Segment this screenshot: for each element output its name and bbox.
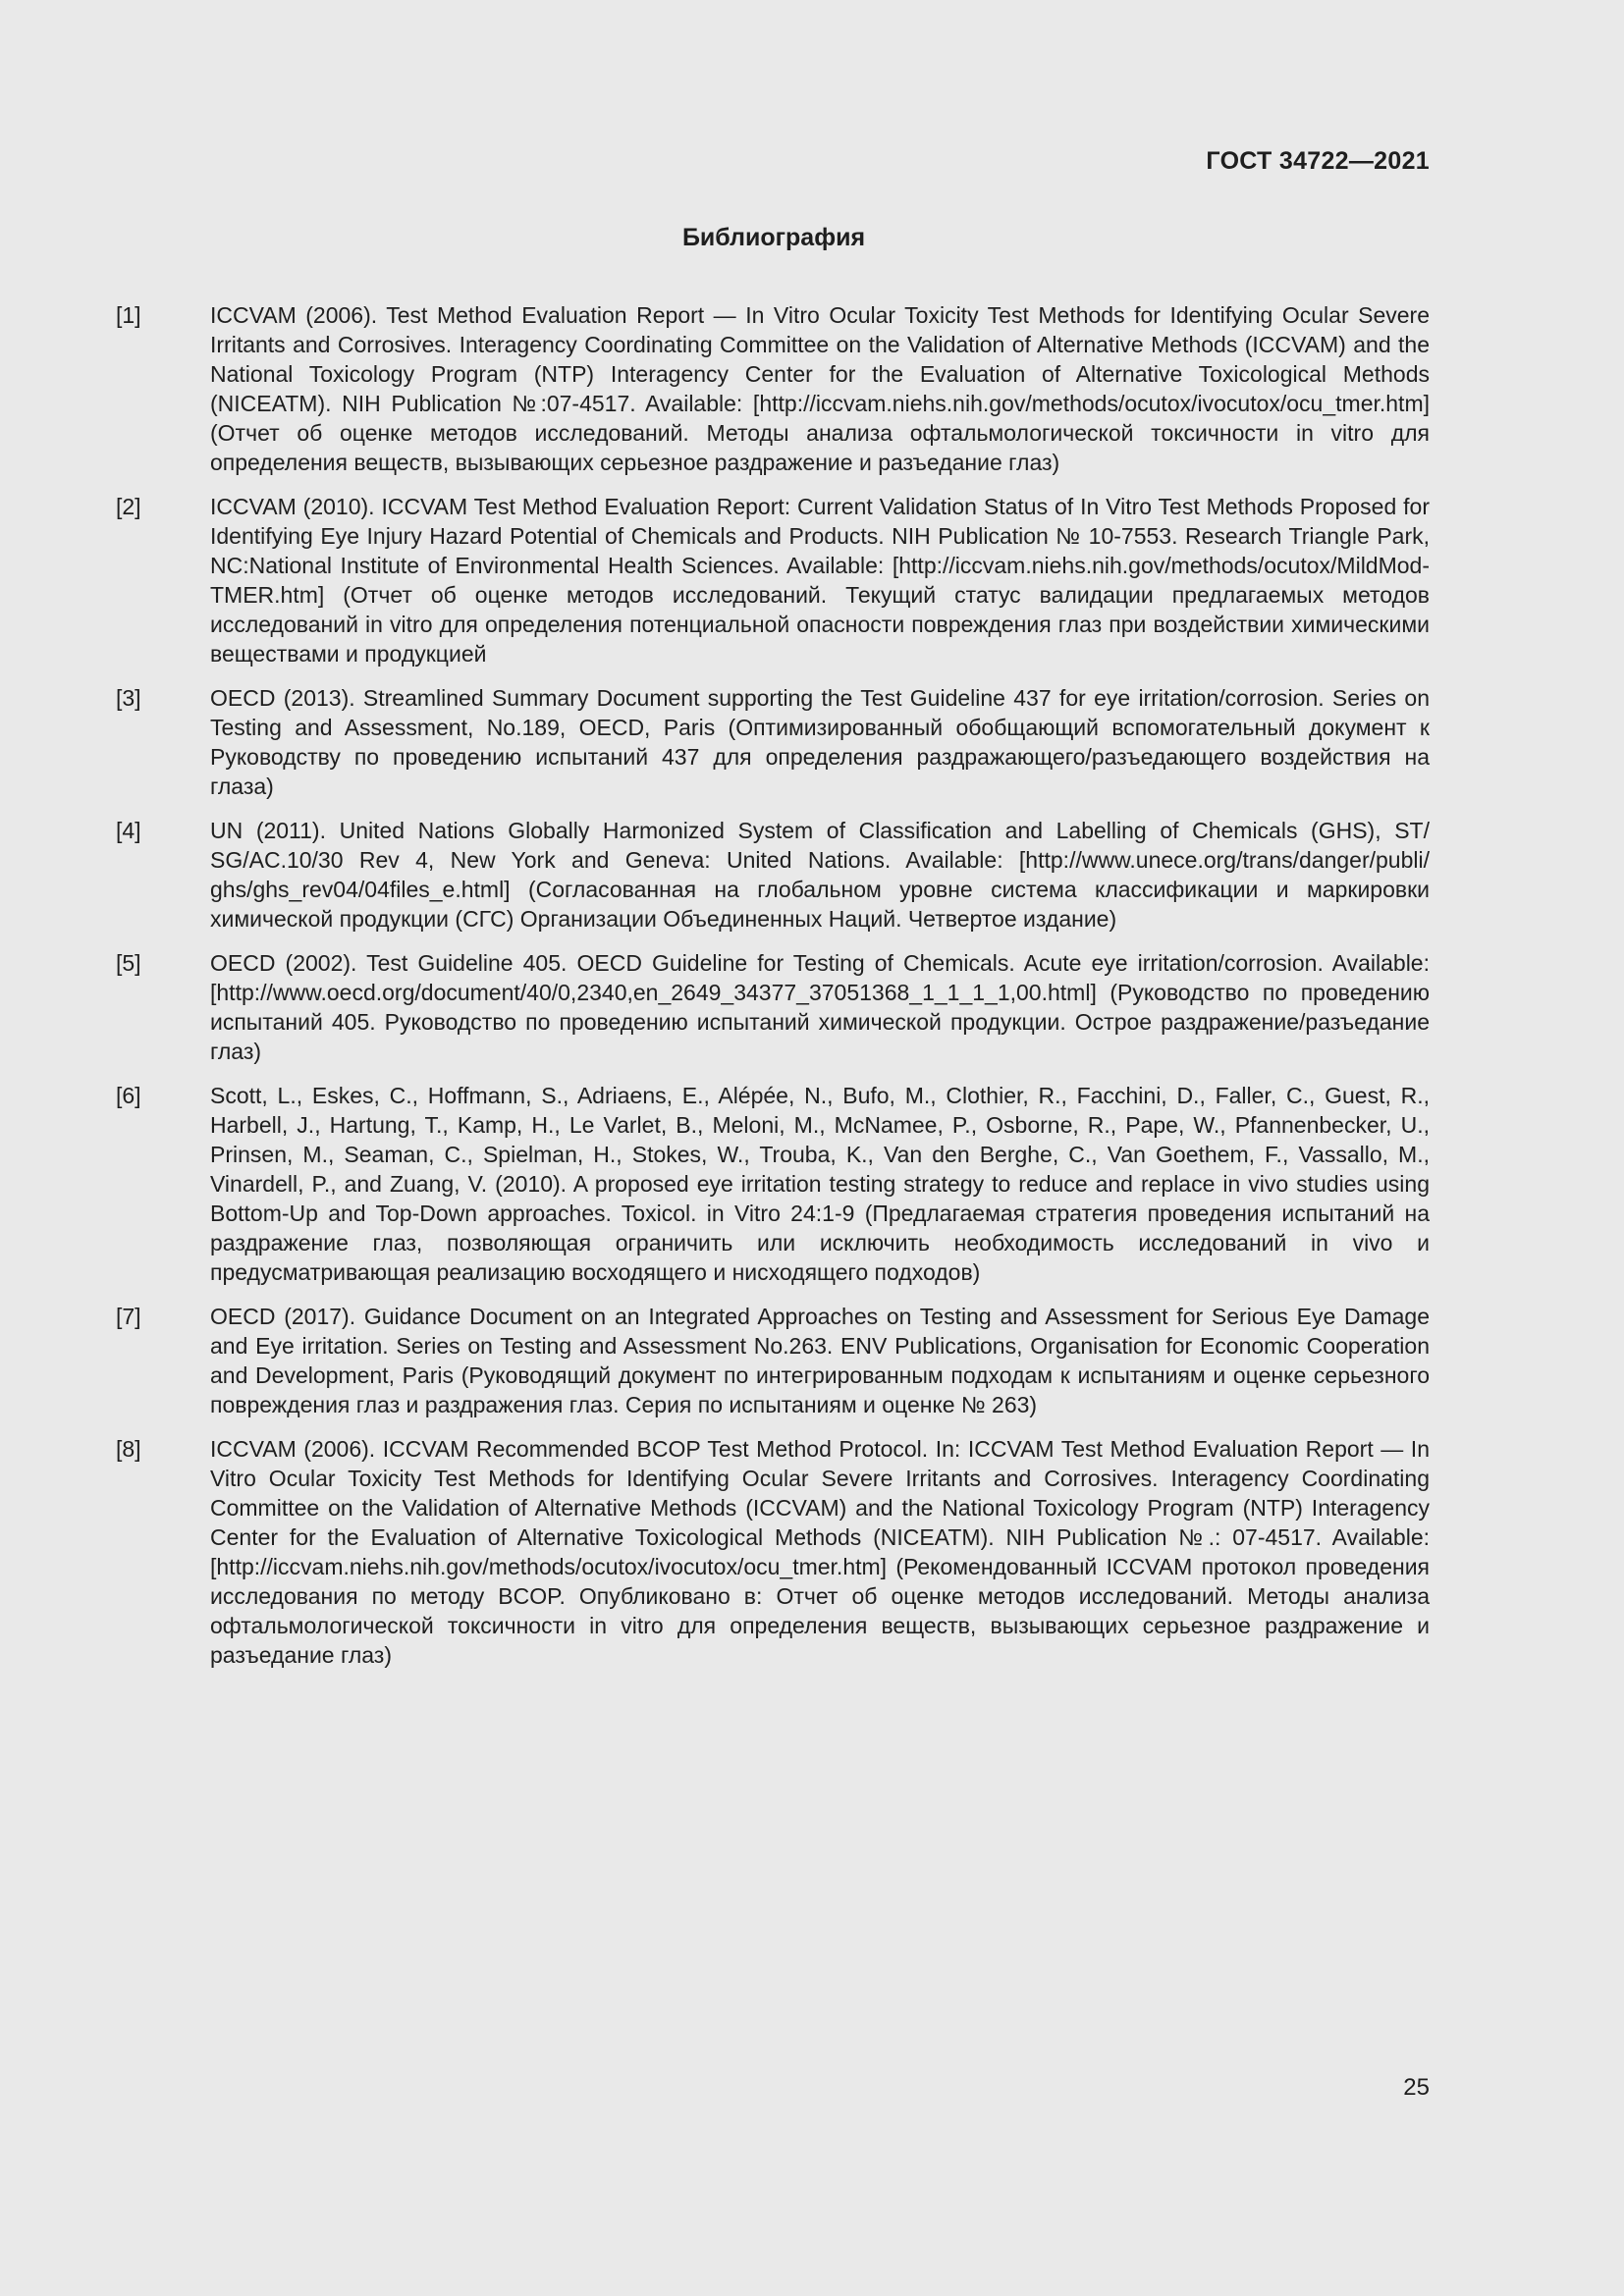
bibliography-entry [116,1302,1430,1419]
bibliography-entry [116,683,1430,801]
reference-text: ICCVAM (2006). ICCVAM Recommended BCOP Test Method Protocol. In: ICCVAM Test Method Evaluation Report — In Vitro Ocular Toxicity Test Methods for Identifying Ocular Severe Irritants and Corrosives. Interagency Coordinating Committee on the Validation of Alternative Methods (ICCVAM) and the National Toxicology Program (NTP) Interagency Center for the Evaluation of Alternative Toxicological Methods (NICEATM). NIH Publication №.: 07-4517. Available: [http://iccvam.niehs.nih.gov/methods/ocutox/ivocutox/ocu_tmer.htm] (Рекомендованный ICCVAM протокол проведения исследования по методу BCOP. Опубликовано в: Отчет об оценке методов исследований. Методы анализа офтальмологической токсичности in vitro для определения веществ, вызывающих серьезное раздражение и разъедание глаз) [210,1436,1430,1668]
reference-number: [1] [116,302,141,328]
page-number: 25 [1403,2074,1430,2101]
reference-number: [5] [116,950,141,976]
reference-text: OECD (2013). Streamlined Summary Document supporting the Test Guideline 437 for eye irritation/corrosion. Series on Testing and Assessment, No.189, OECD, Paris (Оптимизированный обобщающий вспомогательный документ к Руководству по проведению испытаний 437 для определения раздражающего/разъедающего воздействия на глаза) [210,685,1430,799]
reference-text: ICCVAM (2010). ICCVAM Test Method Evaluation Report: Current Validation Status of In Vitro Test Methods Proposed for Identifying Eye Injury Hazard Potential of Chemicals and Products. NIH Publication № 10-7553. Research Triangle Park, NC:National Institute of Environmental Health Sciences. Available: [http://iccvam.niehs.​nih.gov/methods/ocutox/MildMod-TMER.htm] (Отчет об оценке методов исследований. Текущий статус валидации предлагаемых методов исследований in vitro для определения потенциальной опасности повреждения глаз при воздействии химическими веществами и продукцией [210,494,1430,667]
reference-text: ICCVAM (2006). Test Method Evaluation Report — In Vitro Ocular Toxicity Test Methods for Identifying Ocular Severe Irritants and Corrosives. Interagency Coordinating Committee on the Validation of Alternative Methods (ICCVAM) and the National Toxicology Program (NTP) Interagency Center for the Evaluation of Alternative Toxicological Methods (NICEATM). NIH Publication №:07-4517. Available: [http://iccvam.niehs.nih.gov/methods/ocutox/ivocutox/ocu_tmer.htm] (Отчет об оценке методов исследований. Методы анализа офтальмологической токсичности in vitro для определения веществ, вызывающих серьезное раздражение и разъедание глаз) [210,302,1430,475]
reference-number: [4] [116,818,141,843]
bibliography-entry [116,816,1430,934]
document-code: ГОСТ 34722—2021 [1206,147,1430,175]
reference-number: [6] [116,1083,141,1108]
reference-text: OECD (2002). Test Guideline 405. OECD Guideline for Testing of Chemicals. Acute eye irritation/corrosion. Available: [http://www.oecd.org/document/40/0,2340,en_2649_34377_37051368_1_1_1_1,00.html] (Руководство по проведению испытаний 405. Руководство по проведению испытаний химической продукции. Острое раздражение/разъедание глаз) [210,950,1430,1064]
section-title: Библиография [681,224,866,251]
bibliography-entry [116,492,1430,668]
reference-text: UN (2011). United Nations Globally Harmonized System of Classification and Labelling of Chemicals (GHS), ST/​SG/AC.10/30 Rev 4, New York and Geneva: United Nations. Available: [http://www.unece.org/trans/danger/publi/​ghs/ghs_rev04/04files_e.html] (Согласованная на глобальном уровне система классификации и маркировки химической продукции (СГС) Организации Объединенных Наций. Четвертое издание) [210,818,1430,932]
bibliography-entry [116,1081,1430,1287]
reference-number: [3] [116,685,141,711]
reference-number: [7] [116,1304,141,1329]
bibliography-entry [116,1434,1430,1670]
reference-number: [2] [116,494,141,519]
reference-text: Scott, L., Eskes, C., Hoffmann, S., Adriaens, E., Alépée, N., Bufo, M., Clothier, R., Facchini, D., Faller, C., Guest, R., Harbell, J., Hartung, T., Kamp, H., Le Varlet, B., Meloni, M., McNamee, P., Osborne, R., Pape, W., Pfannenbecker, U., Prinsen, M., Seaman, C., Spielman, H., Stokes, W., Trouba, K., Van den Berghe, C., Van Goethem, F., Vassallo, M., Vinardell, P., and Zuang, V. (2010). A proposed eye irritation testing strategy to reduce and replace in vivo studies using Bottom-Up and Top-Down approaches. Toxicol. in Vitro 24:1-9 (Предлагаемая стратегия проведения испытаний на раздражение глаз, позволяющая ограничить или исключить необходимость исследований in vivo и предусматривающая реализацию восходящего и нисходящего подходов) [210,1083,1430,1285]
bibliography-entry [116,948,1430,1066]
reference-number: [8] [116,1436,141,1462]
bibliography-list [116,300,1430,1684]
bibliography-entry [116,300,1430,477]
reference-text: OECD (2017). Guidance Document on an Integrated Approaches on Testing and Assessment for Serious Eye Damage and Eye irritation. Series on Testing and Assessment No.263. ENV Publications, Organisation for Economic Cooperation and Development, Paris (Руководящий документ по интегрированным подходам к испытаниям и оценке серьезного повреждения глаз и раздражения глаз. Серия по испытаниям и оценке № 263) [210,1304,1430,1417]
